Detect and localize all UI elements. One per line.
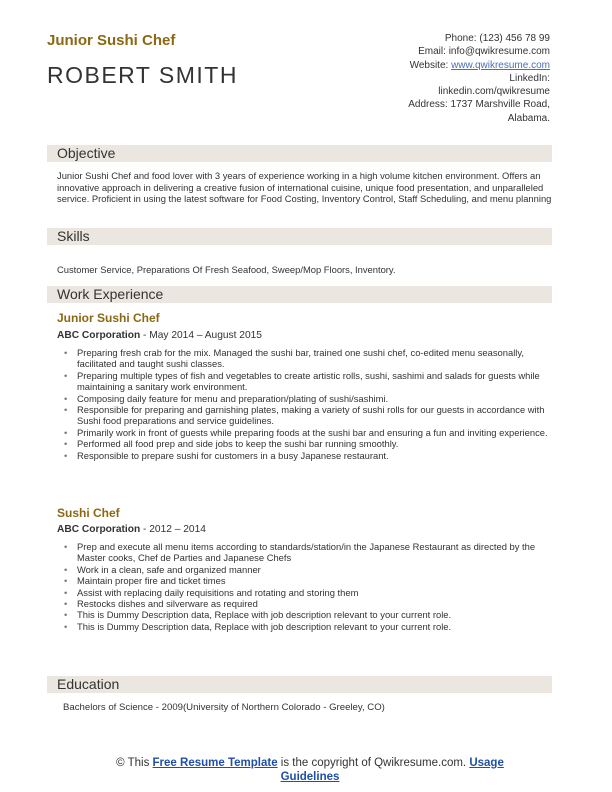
- phone-value: (123) 456 78 99: [479, 33, 550, 44]
- footer-prefix: © This: [116, 757, 153, 769]
- email-label: Email:: [418, 46, 446, 58]
- job-company: ABC Corporation: [57, 524, 141, 535]
- contact-address-line2: Alabama.: [507, 112, 550, 124]
- resume-job-title: Junior Sushi Chef: [47, 32, 176, 49]
- job-company: ABC Corporation: [57, 330, 141, 341]
- list-item: • This is Dummy Description data, Replace with job description relevant to your current role.: [64, 609, 552, 620]
- list-item: • Preparing fresh crab for the mix. Managed the sushi bar, trained one sushi chef, co-edited menu seasonally, facilitated and taught sushi classes.: [64, 347, 552, 370]
- experience-section-header: [47, 286, 552, 303]
- skills-section-header: [47, 228, 552, 245]
- job-title: Sushi Chef: [57, 506, 120, 520]
- job-company-dates: [57, 524, 206, 535]
- job-dates: - 2012 – 2014: [140, 524, 206, 535]
- footer-middle: is the copyright of Qwikresume.com.: [277, 757, 470, 769]
- list-item: • Prep and execute all menu items according to standards/station/in the Japanese Restaurant as directed by the Master cooks, Chef de Parties and Japanese Chefs: [64, 541, 552, 564]
- education-heading: Education: [57, 676, 120, 692]
- website-link[interactable]: www.qwikresume.com: [451, 59, 550, 71]
- education-entry: Bachelors of Science - 2009(University of Northern Colorado - Greeley, CO): [63, 702, 385, 713]
- website-label: Website:: [409, 59, 449, 71]
- job-bullet-list: [64, 541, 552, 632]
- skills-heading: Skills: [57, 228, 90, 244]
- list-item: • Primarily work in front of guests while preparing foods at the sushi bar and ensuring a fun and inviting experience.: [64, 427, 552, 438]
- contact-website: [270, 59, 550, 72]
- skills-text: Customer Service, Preparations Of Fresh Seafood, Sweep/Mop Floors, Inventory.: [57, 264, 396, 275]
- list-item: • Performed all food prep and side jobs to keep the sushi bar running smoothly.: [64, 438, 552, 449]
- list-item: • Composing daily feature for menu and preparation/plating of sushi/sashimi.: [64, 393, 552, 404]
- job-title: Junior Sushi Chef: [57, 311, 160, 325]
- list-item: • Responsible for preparing and garnishing plates, making a variety of sushi rolls for our guests in accordance with Sushi food preparations and service guidelines.: [64, 404, 552, 427]
- job-bullet-list: [64, 347, 552, 461]
- email-value: info@qwikresume.com: [448, 46, 550, 58]
- contact-linkedin-value: linkedin.com/qwikresume: [438, 86, 550, 98]
- objective-heading: Objective: [57, 145, 116, 161]
- free-resume-template-link[interactable]: Free Resume Template: [152, 757, 278, 769]
- experience-heading: Work Experience: [57, 286, 164, 302]
- list-item: • Preparing multiple types of fish and vegetables to create artistic rolls, sushi, sashimi and salads for guests while maintaining a sanitary work environment.: [64, 370, 552, 393]
- contact-phone: [270, 32, 550, 45]
- contact-address: [270, 98, 550, 111]
- phone-label: Phone:: [444, 33, 477, 44]
- list-item: • Responsible to prepare sushi for customers in a busy Japanese restaurant.: [64, 450, 552, 461]
- list-item: • Work in a clean, safe and organized manner: [64, 564, 552, 575]
- list-item: • Assist with replacing daily requisitions and rotating and storing them: [64, 587, 552, 598]
- contact-block: [270, 32, 550, 125]
- objective-text: Junior Sushi Chef and food lover with 3 years of experience working in a high volume kitchen environment. Offers an innovative approach in delivering a creative fusion of international cuisine, unique food presentation, and unparalleled service. Proficient in using the latest software for Food Costing, Inventory Control, Staff Scheduling, and menu planning: [57, 170, 552, 205]
- address-line1: 1737 Marshville Road,: [450, 99, 550, 111]
- objective-section-header: [47, 145, 552, 162]
- address-label: Address:: [408, 99, 448, 111]
- usage-guidelines-link[interactable]: Usage Guidelines: [280, 757, 504, 783]
- job-company-dates: [57, 330, 262, 341]
- contact-email: [270, 45, 550, 58]
- list-item: • This is Dummy Description data, Replace with job description relevant to your current role.: [64, 621, 552, 632]
- copyright-footer: [90, 757, 530, 784]
- job-dates: - May 2014 – August 2015: [140, 330, 262, 341]
- list-item: • Maintain proper fire and ticket times: [64, 575, 552, 586]
- education-section-header: [47, 676, 552, 693]
- candidate-name: ROBERT SMITH: [47, 62, 238, 88]
- list-item: • Restocks dishes and silverware as required: [64, 598, 552, 609]
- contact-linkedin-label: LinkedIn:: [509, 72, 550, 84]
